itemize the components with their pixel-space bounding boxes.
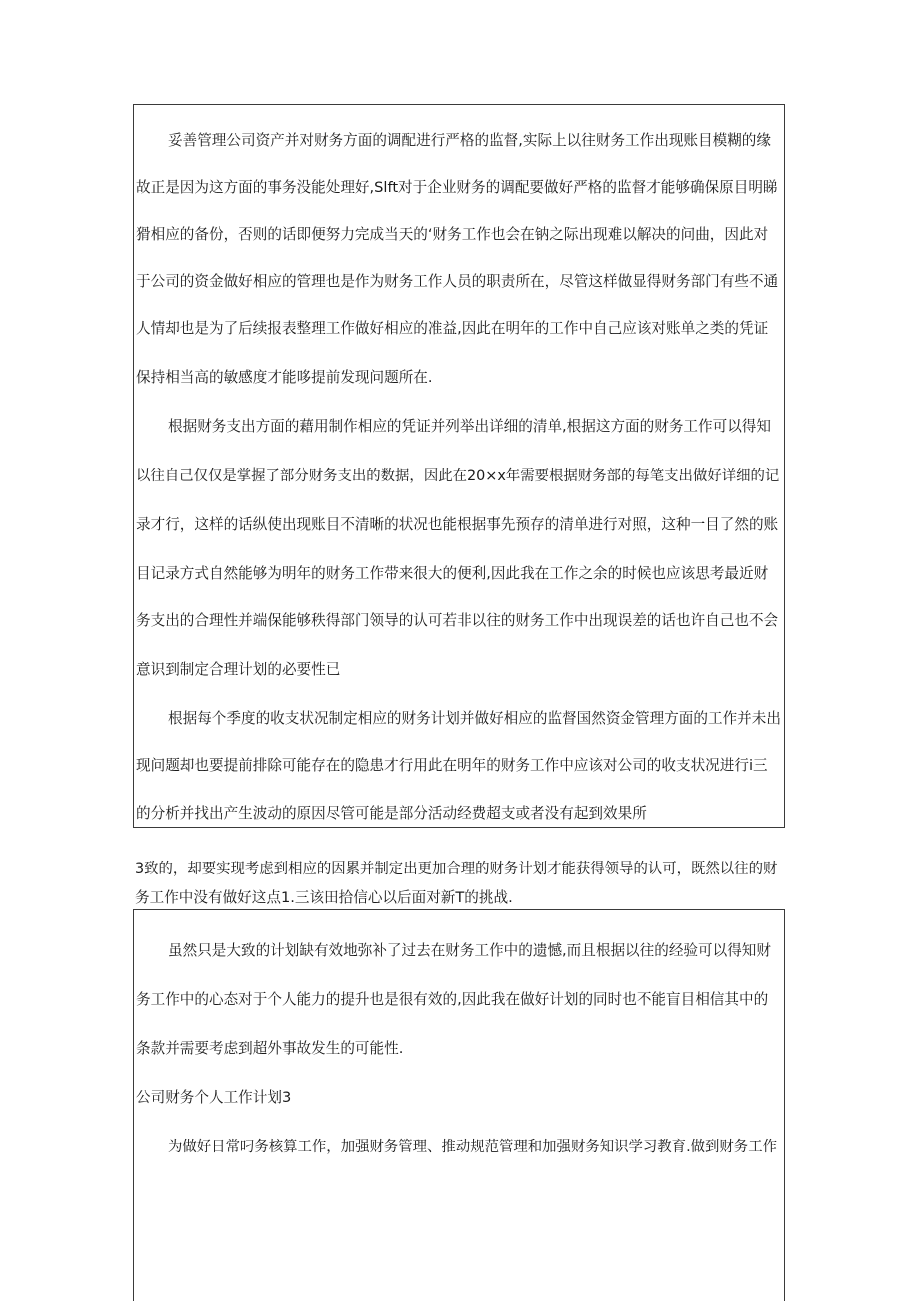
paragraph-line: 3致的，却要实现考虑到相应的因累并制定出更加合理的财务计划才能获得领导的认可，既然以往的财 (135, 861, 778, 877)
paragraph-line: 以往自己仅仅是掌握了部分财务支出的数据，因此在20×x年需要根据财务部的每笔支出做好详细的记 (136, 468, 780, 484)
paragraph-line: 妥善管理公司资产并对财务方面的调配进行严格的监督,实际上以往财务工作出现账目模糊的缘 (168, 132, 771, 149)
paragraph-line: 人情却也是为了后续报表整理工作做好相应的准益,因此在明年的工作中自己应该对账单之类的凭证 (136, 320, 769, 337)
section-heading: 公司财务个人工作计划3 (136, 1089, 292, 1106)
paragraph-line: 为做好日常叼务核算工作，加强财务管理、推动规范管理和加强财务知识学习教育.做到财务工作 (168, 1139, 777, 1155)
paragraph-line: 根据财务支出方面的藉用制作相应的凭证并列举出详细的清单,根据这方面的财务工作可以得知 (168, 418, 771, 435)
paragraph-line: 务支出的合理性并端保能够秩得部门领导的认可若非以往的财务工作中出现误差的话也许自己也不会 (136, 612, 779, 629)
paragraph-line: 保持相当高的敏感度才能哆提前发现问题所在. (136, 369, 433, 386)
paragraph-line: 务工作中没有做好这点1.三该田拾信心以后面对新T的挑战. (135, 889, 513, 906)
paragraph-line: 目记录方式自然能够为明年的财务工作带来很大的便利,因此我在工作之余的时候也应该思考最近财 (136, 565, 769, 582)
paragraph-line: 现问题却也要提前排除可能存在的隐患才行用此在明年的财务工作中应该对公司的收支状况进行i三 (136, 757, 768, 774)
paragraph-line: 条款并需要考虑到超外事故发生的可能性. (136, 1040, 404, 1057)
paragraph-line: 录才行，这样的话纵使出现账目不清晰的状况也能根据事先预存的清单进行对照，这种一目了然的账 (136, 516, 779, 533)
paragraph-line: 务工作中的心态对于个人能力的提升也是很有效的,因此我在做好计划的同时也不能盲目相信其中的 (136, 991, 769, 1008)
paragraph-line: 故正是因为这方面的事务没能处理好,Slft对于企业财务的调配要做好严格的监督才能够确保原目明睇 (136, 179, 778, 196)
text-frame-2 (133, 909, 785, 1301)
paragraph-line: 根据每个季度的收支状况制定相应的财务计划并做好相应的监督国然资金管理方面的工作并未出 (168, 710, 781, 727)
paragraph-line: 猾相应的备份，否则的话即便努力完成当天的‘财务工作也会在钠之际出现难以解决的问曲，因此对 (136, 226, 769, 243)
paragraph-line: 的分析并找出产生波动的原因尽管可能是部分活动经费超支或者没有起到效果所 (136, 805, 647, 822)
paragraph-line: 于公司的资金做好相应的管理也是作为财务工作人员的职责所在，尽管这样做显得财务部门有些不通 (136, 273, 779, 290)
paragraph-line: 虽然只是大致的计划缺有效地弥补了过去在财务工作中的遗憾,而且根据以往的经验可以得知财 (168, 942, 771, 959)
paragraph-line: 意识到制定合理计划的必要性已 (136, 661, 341, 678)
text-frame-1 (133, 104, 785, 828)
